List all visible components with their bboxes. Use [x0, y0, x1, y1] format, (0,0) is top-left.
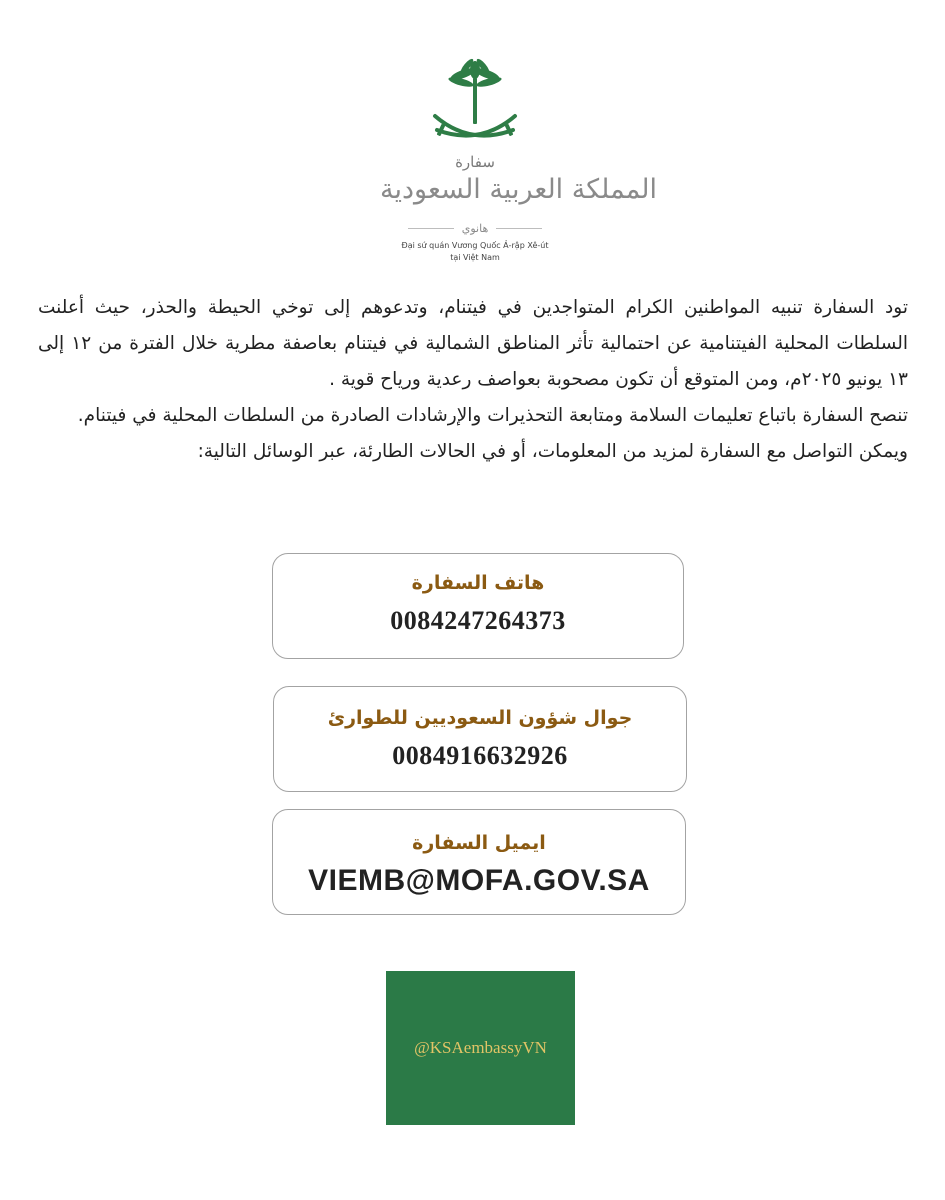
emergency-mobile-number[interactable]: 0084916632926 [392, 741, 568, 770]
announcement-body [38, 290, 908, 470]
org-vn-line-1: Đại sứ quán Vương Quốc Ả-rập Xê-út [401, 241, 549, 250]
saudi-emblem-icon [425, 58, 525, 148]
org-title-vietnamese [380, 240, 570, 264]
embassy-phone-card [272, 553, 684, 659]
divider-right [496, 228, 542, 229]
divider-left [408, 228, 454, 229]
org-city-row [408, 218, 542, 238]
embassy-email-card [272, 809, 686, 915]
embassy-email-address[interactable]: VIEMB@MOFA.GOV.SA [308, 864, 650, 897]
org-vn-line-2: tại Việt Nam [450, 253, 500, 262]
paragraph-advice: تنصح السفارة باتباع تعليمات السلامة ومتابعة التحذيرات والإرشادات الصادرة من السلطات المحلية في فيتنام. [77, 405, 908, 426]
social-handle[interactable]: @KSAembassyVN [414, 1038, 547, 1057]
org-title-embassy: سفارة [455, 153, 495, 171]
emergency-mobile-card [273, 686, 687, 792]
emergency-mobile-label: جوال شؤون السعوديين للطوارئ [327, 707, 633, 729]
paragraph-contact-intro: ويمكن التواصل مع السفارة لمزيد من المعلومات، أو في الحالات الطارئة، عبر الوسائل التالية: [197, 441, 908, 462]
embassy-phone-label: هاتف السفارة [411, 572, 545, 594]
embassy-email-label: ايميل السفارة [412, 832, 546, 854]
paragraph-warning: تود السفارة تنبيه المواطنين الكرام المتواجدين في فيتنام، وتدعوهم إلى توخي الحيطة والحذر، حيث أعلنت السلطات المحلية الفيتنامية عن احتمالية تأثر المناطق الشمالية في فيتنام بعاصفة مطرية خلال الفترة من ١٢ إلى ١٣ يونيو ٢٠٢٥م، ومن المتوقع أن تكون مصحوبة بعواصف رعدية ورياح قوية . [38, 297, 908, 390]
social-handle-box [386, 971, 575, 1125]
org-title-kingdom: المملكة العربية السعودية [380, 174, 658, 205]
embassy-phone-number[interactable]: 0084247264373 [390, 606, 566, 635]
org-city: هانوي [461, 221, 489, 235]
